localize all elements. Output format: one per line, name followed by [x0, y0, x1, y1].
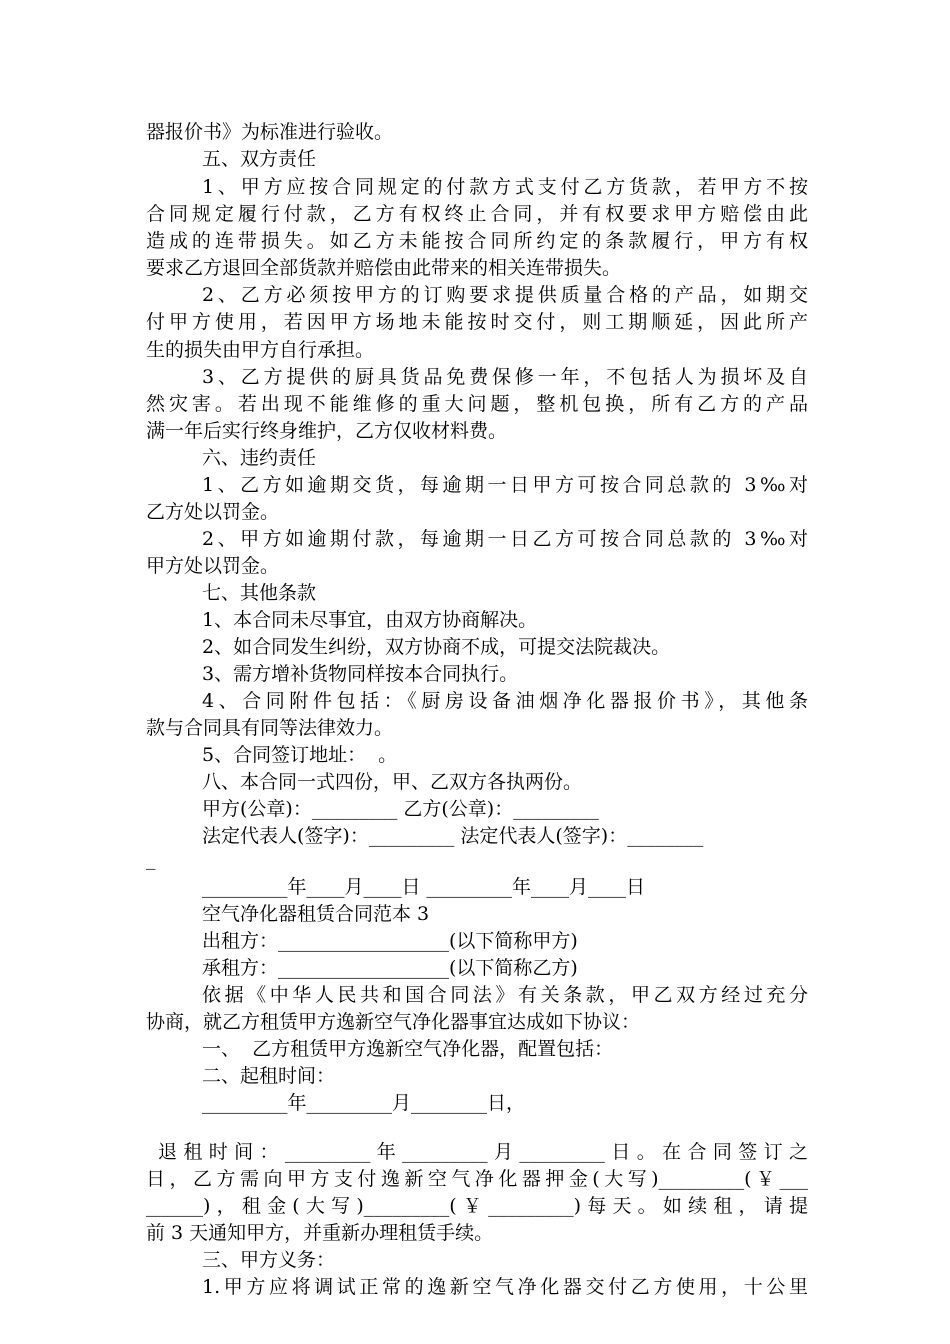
section-heading: 八、本合同一式四份，甲、乙双方各执两份。	[202, 771, 583, 793]
signature-line: 法定代表人(签字)：_________ 法定代表人(签字)：________	[202, 825, 704, 847]
text-line: 退租时间：_________年_________月_________日。在合同签订之	[158, 1141, 808, 1163]
text-line: 2、乙方必须按甲方的订购要求提供质量合格的产品，如期交	[202, 284, 808, 306]
text-line: 5、合同签订地址： 。	[202, 744, 398, 766]
section-heading: 七、其他条款	[202, 582, 317, 604]
text-line: 生的损失由甲方自行承担。	[146, 339, 375, 361]
document-title: 空气净化器租赁合同范本 3	[202, 903, 430, 925]
text-line: 依据《中华人民共和国合同法》有关条款，甲乙双方经过充分	[202, 984, 808, 1006]
text-line: 合同规定履行付款，乙方有权终止合同，并有权要求甲方赔偿由此	[146, 203, 808, 225]
signature-line: 甲方(公章)：_________ 乙方(公章)：_________	[202, 798, 599, 820]
text-line: 2、甲方如逾期付款，每逾期一日乙方可按合同总款的 3‰对	[202, 528, 808, 550]
section-heading: 六、违约责任	[202, 447, 317, 469]
section-heading: 五、双方责任	[202, 148, 317, 170]
party-line: 出租方：__________________(以下简称甲方)	[202, 930, 578, 952]
text-line: 要求乙方退回全部货款并赔偿由此带来的相关连带损失。	[146, 257, 622, 279]
section-heading: 三、甲方义务：	[202, 1249, 336, 1271]
text-line: ______)，租金(大写)_________(￥_________)每天。如续租，请提	[146, 1195, 808, 1217]
text-line: 满一年后实行终身维护，乙方仅收材料费。	[146, 420, 508, 442]
text-line: 造成的连带损失。如乙方未能按合同所约定的条款履行，甲方有权	[146, 230, 808, 252]
text-line: 乙方处以罚金。	[146, 501, 280, 523]
text-line: 1.甲方应将调试正常的逸新空气净化器交付乙方使用，十公里	[202, 1276, 808, 1298]
date-line: _________年____月____日 _________年____月____日	[202, 876, 646, 898]
text-line: 协商，就乙方租赁甲方逸新空气净化器事宜达成如下协议：	[146, 1011, 641, 1033]
text-line: 1、甲方应按合同规定的付款方式支付乙方货款，若甲方不按	[202, 176, 808, 198]
text-line: 然灾害。若出现不能维修的重大问题，整机包换，所有乙方的产品	[146, 393, 808, 415]
text-line: 甲方处以罚金。	[146, 555, 280, 577]
text-line: 前 3 天通知甲方，并重新办理租赁手续。	[146, 1222, 494, 1244]
text-line: 付甲方使用，若因甲方场地未能按时交付，则工期顺延，因此所产	[146, 311, 808, 333]
text-line: 2、如合同发生纠纷，双方协商不成，可提交法院裁决。	[202, 636, 671, 658]
text-line: 3、乙方提供的厨具货品免费保修一年，不包括人为损坏及自	[202, 366, 808, 388]
date-line: _________年_________月________日，	[202, 1092, 526, 1114]
text-line: _	[146, 848, 156, 870]
text-line: 1、本合同未尽事宜，由双方协商解决。	[202, 609, 538, 631]
text-line: 日，乙方需向甲方支付逸新空气净化器押金(大写)_________(￥___	[146, 1168, 808, 1190]
party-line: 承租方：__________________(以下简称乙方)	[202, 957, 578, 979]
text-line: 1、乙方如逾期交货，每逾期一日甲方可按合同总款的 3‰对	[202, 474, 808, 496]
text-line: 3、需方增补货物同样按本合同执行。	[202, 663, 519, 685]
text-line: 款与合同具有同等法律效力。	[146, 717, 394, 739]
text-line: 一、 乙方租赁甲方逸新空气净化器，配置包括：	[202, 1038, 614, 1060]
text-line: 4、合同附件包括：《厨房设备油烟净化器报价书》，其他条	[202, 690, 808, 712]
text-line: 器报价书》为标准进行验收。	[146, 121, 394, 143]
section-heading: 二、起租时间：	[202, 1065, 336, 1087]
